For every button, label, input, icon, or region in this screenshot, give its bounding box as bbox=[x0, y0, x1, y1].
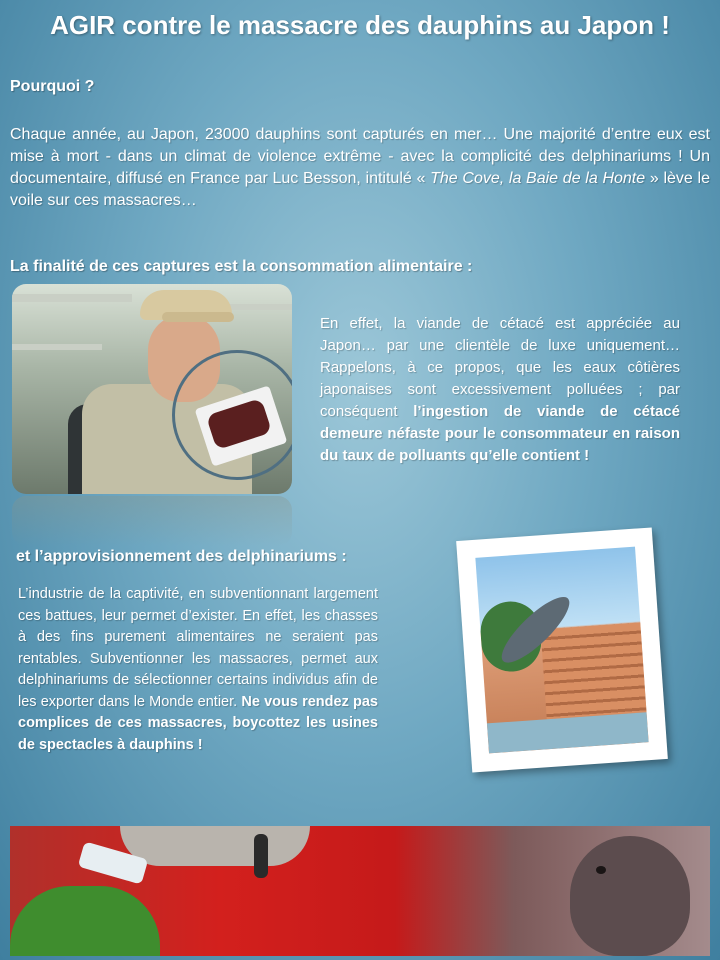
man-cap-brim bbox=[162, 312, 234, 322]
shelf-middle bbox=[12, 344, 102, 350]
page-title: AGIR contre le massacre des dauphins au Japon ! bbox=[50, 10, 670, 40]
dolphin-show-photo bbox=[475, 547, 648, 754]
meat-warning: l’ingestion de viande de cétacé demeure néfaste pour le consommateur en raison du taux de polluants qu’elle contient ! bbox=[320, 403, 680, 464]
dolphin-show-polaroid bbox=[456, 527, 668, 772]
why-paragraph bbox=[10, 124, 710, 212]
why-text-b: » lève le voile sur ces massacres… bbox=[10, 170, 710, 209]
film-title: The Cove, la Baie de la Honte bbox=[430, 170, 646, 187]
captivity-text: L’industrie de la captivité, en subventionnant largement ces battues, leur permet d’exister. En effet, les chasses à des fins purement alimentaires ne seraient pas rentables. Subventionner les massacres, permet aux delphinariums de sélectionner certains individus afin de les exporter dans le Monde entier. bbox=[18, 586, 378, 710]
fisherman bbox=[254, 834, 268, 878]
highlight-circle bbox=[172, 350, 292, 480]
rocks bbox=[120, 826, 310, 866]
why-text-a: Chaque année, au Japon, 23000 dauphins sont capturés en mer… Une majorité d’entre eux est mise à mort - dans un climat de violence extrême - avec la complicité des delphinariums ! Un documentaire, diffusé en France par Luc Besson, intitulé « bbox=[10, 126, 710, 187]
dolphin-eye bbox=[596, 866, 606, 874]
shelf-top bbox=[12, 294, 132, 302]
supply-heading: et l’approvisionnement des delphinariums : bbox=[16, 548, 347, 565]
foliage bbox=[10, 886, 160, 956]
massacre-photo-strip bbox=[10, 826, 710, 956]
meat-text: En effet, la viande de cétacé est appréciée au Japon… par une clientèle de luxe uniquement… Rappelons, à ce propos, que les eaux côtières japonaises sont excessivement polluées ; par conséquent bbox=[320, 315, 680, 420]
dolphin-head bbox=[570, 836, 690, 956]
stadium-stands bbox=[541, 622, 647, 719]
man-with-meat-photo bbox=[12, 284, 292, 494]
captivity-paragraph bbox=[18, 584, 378, 756]
goal-heading: La finalité de ces captures est la consommation alimentaire : bbox=[10, 258, 473, 275]
meat-paragraph bbox=[320, 313, 680, 467]
shelf-right bbox=[222, 304, 292, 310]
pool bbox=[487, 712, 649, 753]
photo-reflection bbox=[12, 496, 292, 546]
boycott-call: Ne vous rendez pas complices de ces massacres, boycottez les usines de spectacles à dauphins ! bbox=[18, 693, 378, 753]
why-heading: Pourquoi ? bbox=[10, 78, 95, 95]
